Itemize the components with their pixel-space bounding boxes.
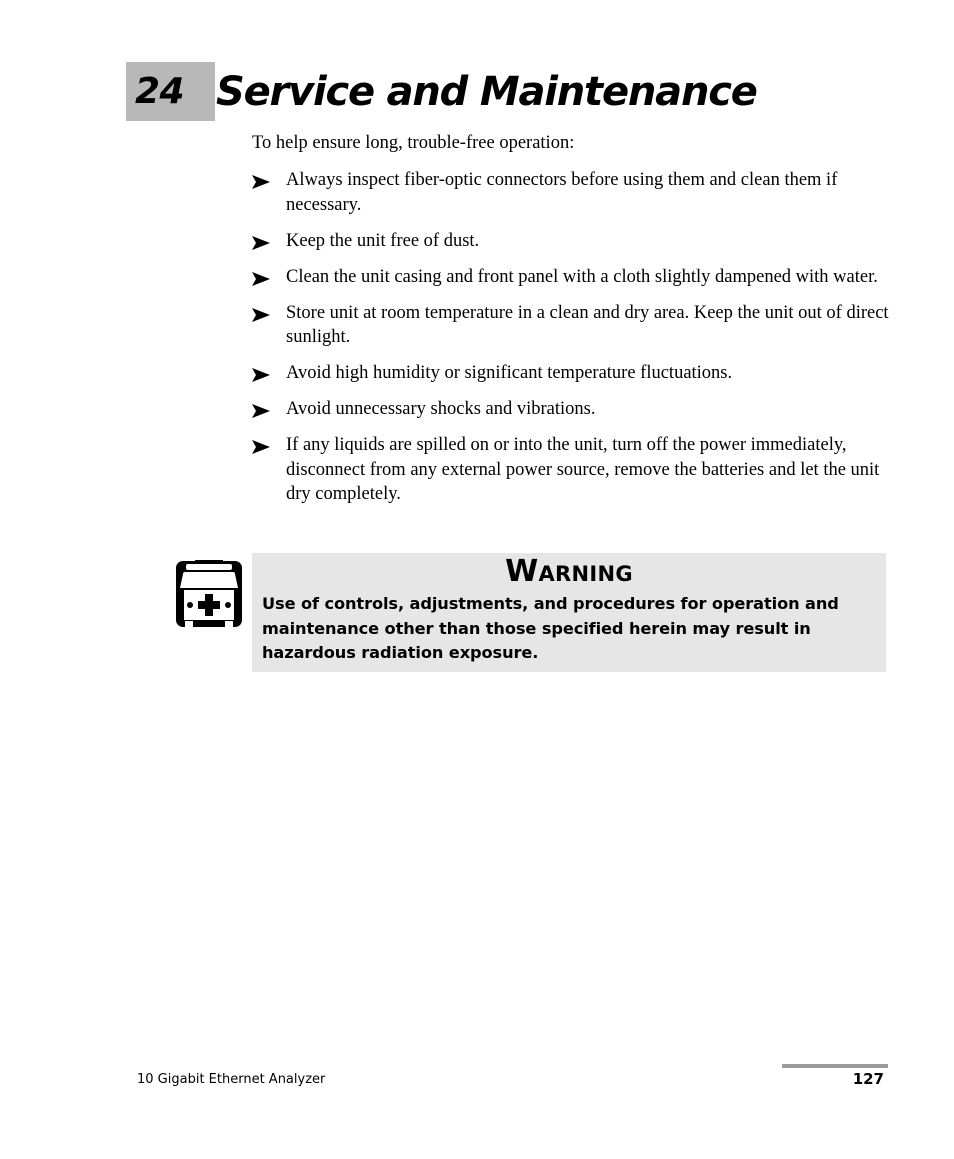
- list-item-text: Avoid unnecessary shocks and vibrations.: [286, 399, 596, 419]
- list-item: [252, 168, 892, 217]
- list-item: [252, 397, 892, 422]
- arrow-bullet-icon: [252, 368, 270, 382]
- footer-product-name: 10 Gigabit Ethernet Analyzer: [137, 1072, 326, 1087]
- list-item-text: If any liquids are spilled on or into the unit, turn off the power immediately, disconnect from any external power source, remove the batteries and let the unit dry completely.: [286, 435, 880, 504]
- warning-text: Use of controls, adjustments, and procedures for operation and maintenance other than those specified herein may result in hazardous radiation exposure.: [262, 594, 839, 662]
- chapter-number-box: [126, 62, 215, 121]
- list-item: [252, 361, 892, 386]
- arrow-bullet-icon: [252, 308, 270, 322]
- list-item-text: Avoid high humidity or significant temperature fluctuations.: [286, 363, 733, 383]
- arrow-bullet-icon: [252, 175, 270, 189]
- list-item: [252, 229, 892, 254]
- arrow-bullet-icon: [252, 404, 270, 418]
- warning-box: [252, 553, 886, 672]
- list-item-text: Always inspect fiber-optic connectors before using them and clean them if necessary.: [286, 170, 838, 215]
- chapter-number: 24: [135, 70, 185, 112]
- list-item: [252, 265, 892, 290]
- intro-paragraph: To help ensure long, trouble-free operation:: [252, 133, 575, 153]
- list-item-text: Store unit at room temperature in a clean and dry area. Keep the unit out of direct sunlight.: [286, 302, 889, 347]
- list-item-text: Clean the unit casing and front panel with a cloth slightly dampened with water.: [286, 266, 878, 287]
- list-item-text: Keep the unit free of dust.: [286, 230, 480, 251]
- list-item: [252, 433, 892, 507]
- ambulance-icon: [175, 560, 243, 628]
- list-item: [252, 301, 892, 350]
- page-number: 127: [852, 1070, 884, 1088]
- warning-heading: Warning: [505, 554, 633, 589]
- chapter-header: [126, 62, 757, 121]
- arrow-bullet-icon: [252, 440, 270, 454]
- arrow-bullet-icon: [252, 236, 270, 250]
- footer-rule: [782, 1064, 888, 1068]
- chapter-title: Service and Maintenance: [216, 68, 757, 115]
- arrow-bullet-icon: [252, 272, 270, 286]
- maintenance-list: [252, 168, 892, 518]
